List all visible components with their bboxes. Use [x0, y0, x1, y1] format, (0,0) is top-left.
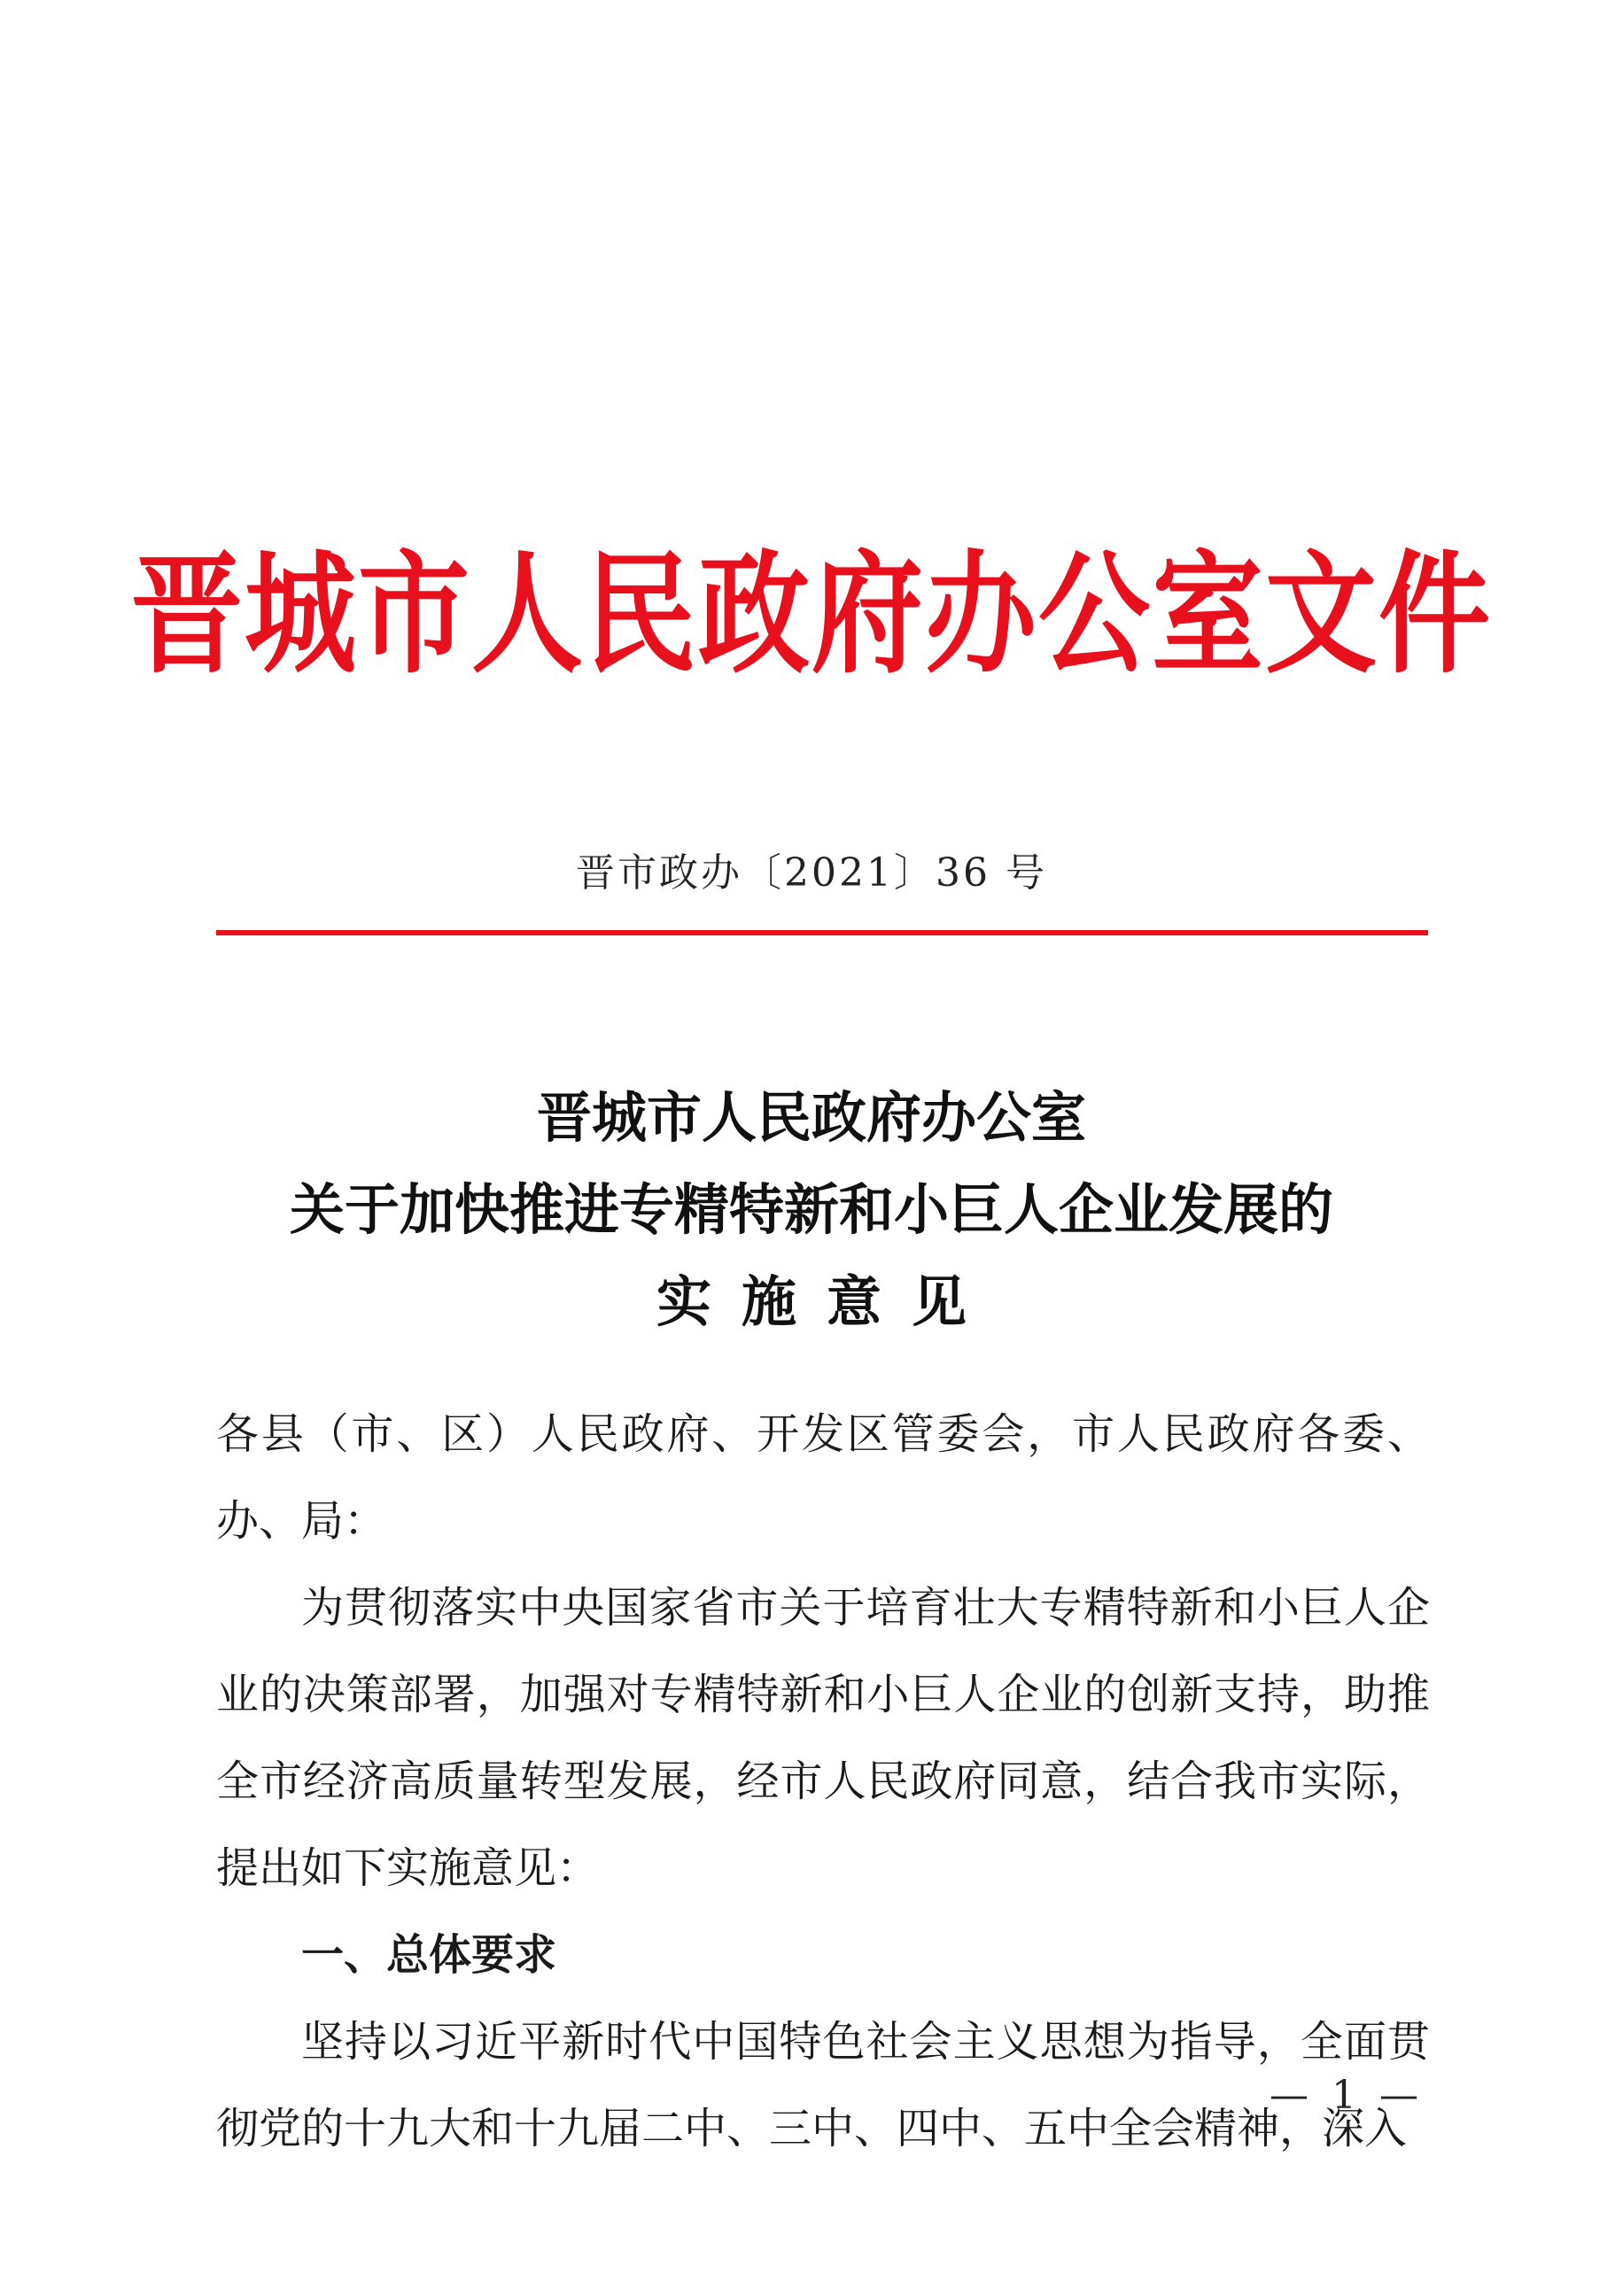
- intro-paragraph: 为贯彻落实中央国家省市关于培育壮大专精特新和小巨人企业的决策部署，加强对专精特新和小巨人企业的创新支持，助推全市经济高质量转型发展，经市人民政府同意，结合我市实际，提出如下实施意见：: [216, 1583, 1430, 1893]
- title-line-3: 实施意见: [656, 1269, 997, 1334]
- document-masthead: 晋城市人民政府办公室文件: [131, 538, 1492, 692]
- document-body: [216, 1391, 1430, 2172]
- title-line-2: 关于加快推进专精特新和小巨人企业发展的: [289, 1177, 1333, 1242]
- red-divider-line: [216, 930, 1428, 935]
- document-number: 晋市政办〔2021〕36 号: [576, 850, 1047, 896]
- page-number: — 1 —: [1270, 2073, 1424, 2118]
- recipients-line: 各县（市、区）人民政府、开发区管委会，市人民政府各委、办、局：: [216, 1409, 1430, 1546]
- section-heading: 一、总体要求: [301, 1930, 557, 1980]
- document-title: [0, 1072, 1623, 1348]
- section-paragraph: 坚持以习近平新时代中国特色社会主义思想为指导，全面贯彻党的十九大和十九届二中、三中、四中、五中全会精神，深入: [216, 2017, 1430, 2153]
- title-line-1: 晋城市人民政府办公室: [536, 1085, 1086, 1150]
